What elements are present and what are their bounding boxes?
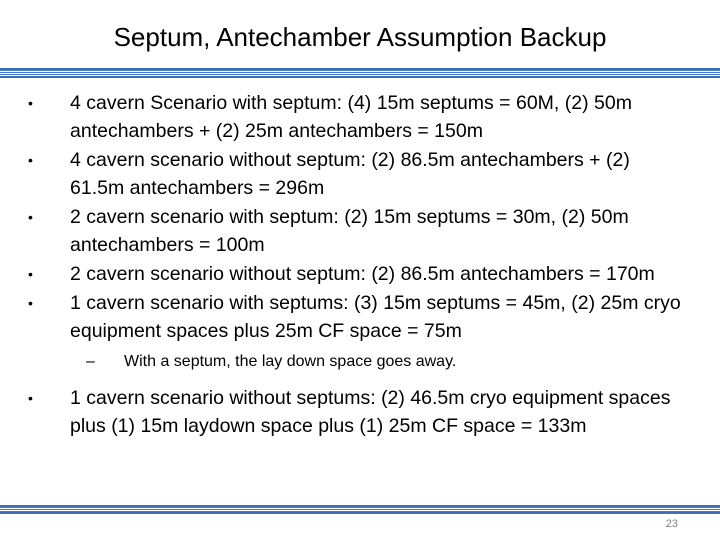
sub-bullet-text: With a septum, the lay down space goes away.: [124, 353, 457, 370]
bullet-item: [28, 289, 688, 345]
sub-bullet-item: [28, 350, 688, 374]
footer-divider: [0, 505, 720, 514]
bullet-text: 4 cavern Scenario with septum: (4) 15m septums = 60M, (2) 50m antechambers + (2) 25m antechambers = 150m: [70, 92, 632, 142]
bullet-item: [28, 260, 688, 288]
bullet-item: [28, 384, 688, 440]
bullet-marker: •: [28, 95, 33, 111]
bullet-marker: •: [28, 390, 33, 406]
slide-title: Septum, Antechamber Assumption Backup: [113, 22, 607, 52]
page-number: 23: [665, 518, 678, 530]
bullet-marker: •: [28, 295, 33, 311]
bullet-text: 1 cavern scenario with septums: (3) 15m septums = 45m, (2) 25m cryo equipment spaces plus 25m CF space = 75m: [70, 292, 681, 342]
bullet-text: 2 cavern scenario without septum: (2) 86.5m antechambers = 170m: [70, 263, 655, 285]
bullet-list: [28, 89, 688, 440]
bullet-text: 2 cavern scenario with septum: (2) 15m septums = 30m, (2) 50m antechambers = 100m: [70, 206, 629, 256]
bullet-item: [28, 89, 688, 145]
slide-content: [28, 89, 688, 441]
bullet-marker: •: [28, 266, 33, 282]
bullet-text: 1 cavern scenario without septums: (2) 46.5m cryo equipment spaces plus (1) 15m laydown space plus (1) 25m CF space = 133m: [70, 387, 671, 437]
bullet-item: [28, 146, 688, 202]
bullet-text: 4 cavern scenario without septum: (2) 86.5m antechambers + (2) 61.5m antechambers = 296m: [70, 149, 630, 199]
bullet-marker: •: [28, 209, 33, 225]
sub-bullet-marker: –: [86, 353, 95, 370]
title-divider: [0, 68, 720, 78]
bullet-marker: •: [28, 152, 33, 168]
bullet-item: [28, 203, 688, 259]
